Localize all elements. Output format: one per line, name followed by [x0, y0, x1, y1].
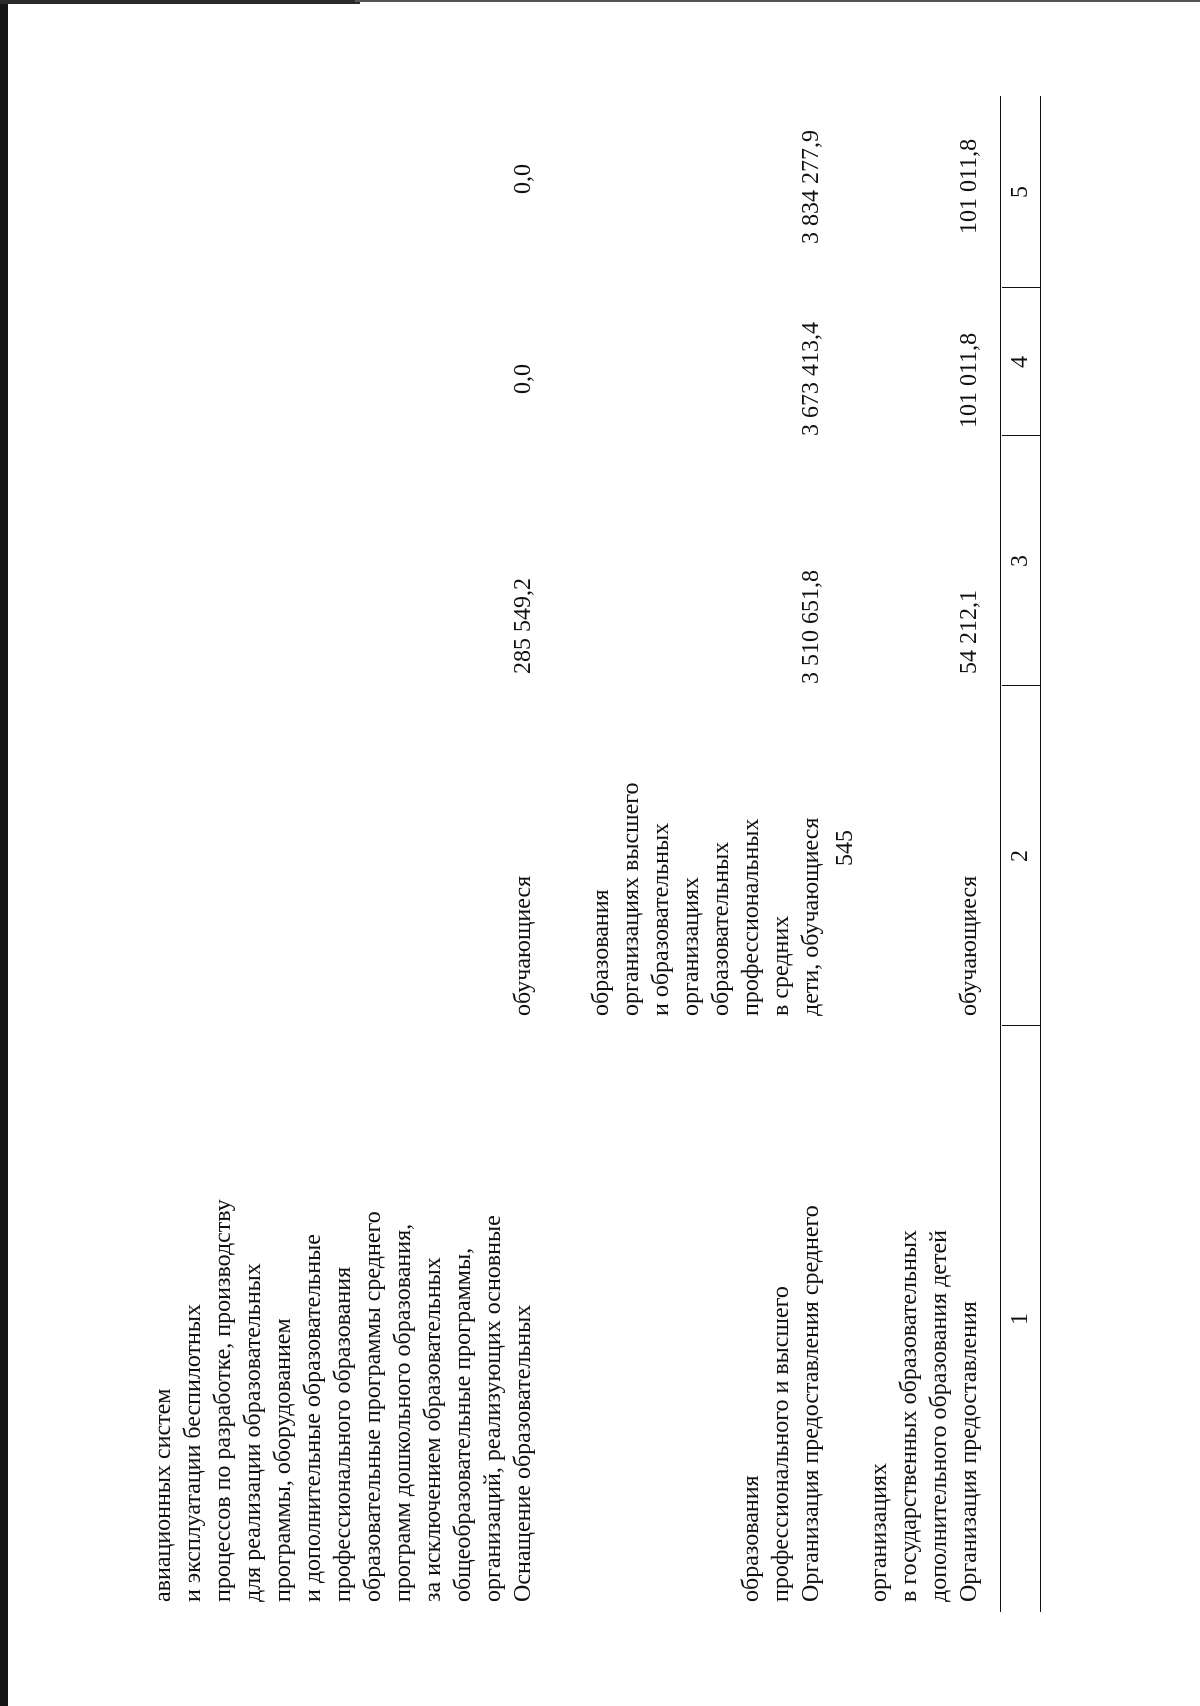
row-2-col-2-line-7: организациях высшего [618, 782, 644, 1016]
row-2-col-2-cell-line-2 [766, 916, 797, 1016]
row-1-col-2-line-1: обучающиеся [956, 875, 982, 1016]
row-3-col-1-line-4: за исключением образовательных [420, 1257, 446, 1602]
row-3-col-1-cell-line-12 [178, 1304, 209, 1602]
row-3-col-2-cell [508, 876, 539, 1016]
row-3-col-1-line-12: и эксплуатации беспилотных [180, 1304, 206, 1602]
row-3-col-4-value: 0,0 [510, 364, 536, 394]
row-3-col-1-line-7: профессионального образования [330, 1266, 356, 1602]
row-1-col-1-cell-line-2 [924, 1230, 955, 1602]
row-2-col-2-cell-line-7 [616, 782, 647, 1016]
row-2-col-2-line-2: в средних [768, 915, 794, 1016]
row-2-col-1-line-2: профессионального и высшего [768, 1286, 794, 1602]
page-number: 545 [832, 830, 858, 866]
row-2-col-5-value: 3 834 277,9 [798, 130, 824, 244]
row-3-col-5-value: 0,0 [510, 164, 536, 194]
row-2-col-1-cell-line-2 [766, 1286, 797, 1602]
row-1-col-3-value: 54 212,1 [956, 590, 982, 674]
row-2-col-1-line-1: Организация предоставления среднего [798, 1205, 824, 1602]
row-2-col-2-cell-line-3 [736, 819, 767, 1016]
header-col-1: 1 [1007, 1313, 1033, 1325]
row-3-col-1-line-1: Оснащение образовательных [510, 1304, 536, 1602]
row-1-col-2-cell [954, 876, 985, 1016]
row-2-col-3-value: 3 510 651,8 [798, 570, 824, 684]
row-3-col-1-cell-line-13 [148, 1389, 179, 1602]
row-3-col-1-line-9: программы, оборудованием [270, 1318, 296, 1602]
row-3-col-2-line-1: обучающиеся [510, 875, 536, 1016]
row-3-col-1-line-3: общеобразовательные программы, [450, 1247, 476, 1602]
row-3-col-1-line-11: процессов по разработке, производству [210, 1199, 236, 1602]
row-3-col-1-cell-line-2 [478, 1215, 509, 1602]
row-2-col-2-cell-line-6 [646, 823, 677, 1016]
row-2-col-2-line-1: дети, обучающиеся [798, 817, 824, 1016]
row-2-col-2-line-8: образования [588, 889, 614, 1016]
row-3-col-1-line-6: образовательные программы среднего [360, 1211, 386, 1602]
row-3-col-1-cell-line-8 [298, 1234, 329, 1602]
row-2-col-2-cell-line-4 [706, 842, 737, 1016]
row-1-col-1-cell-line-3 [894, 1230, 925, 1602]
row-3-col-1-cell-line-5 [388, 1224, 419, 1602]
row-1-col-4-value: 101 011,8 [956, 332, 982, 428]
row-2-col-2-cell-line-1 [796, 818, 827, 1016]
row-3-col-1-line-2: организаций, реализующих основные [480, 1215, 506, 1602]
row-2-col-2-line-4: образовательных [708, 841, 734, 1016]
row-3-col-1-cell-line-10 [238, 1263, 269, 1602]
row-1-col-5-value: 101 011,8 [956, 138, 982, 234]
row-3-col-1-cell-line-7 [328, 1267, 359, 1602]
row-1-col-1-line-2: дополнительного образования детей [926, 1230, 952, 1602]
row-2-col-2-line-6: и образовательных [648, 822, 674, 1016]
row-2-col-1-line-3: образования [738, 1475, 764, 1602]
row-3-col-1-cell-line-3 [448, 1248, 479, 1602]
row-2-col-2-cell-line-5 [676, 877, 707, 1016]
row-3-col-1-line-10: для реализации образовательных [240, 1263, 266, 1602]
row-1-col-1-line-3: в государственных образовательных [896, 1230, 922, 1602]
header-col-4: 4 [1007, 356, 1033, 368]
header-col-2: 2 [1007, 850, 1033, 862]
row-3-col-1-line-13: авиационных систем [150, 1388, 176, 1602]
row-3-col-1-cell-line-11 [208, 1199, 239, 1602]
row-2-col-1-cell-line-3 [736, 1475, 767, 1602]
row-2-col-2-line-3: профессиональных [738, 818, 764, 1016]
row-2-col-2-line-5: организациях [678, 876, 704, 1016]
row-2-col-1-cell-line-1 [796, 1205, 827, 1602]
row-1-col-1-cell-line-4 [864, 1463, 895, 1602]
row-1-col-1-line-1: Организация предоставления [956, 1301, 982, 1602]
row-1-col-1-cell [954, 1301, 985, 1602]
row-3-col-1-cell-line-9 [268, 1318, 299, 1602]
row-3-col-1-cell-line-6 [358, 1211, 389, 1602]
row-3-col-1-cell-line-1 [508, 1305, 539, 1602]
row-3-col-1-line-8: и дополнительные образовательные [300, 1234, 326, 1602]
header-col-3: 3 [1007, 555, 1033, 567]
row-1-col-1-line-4: организациях [866, 1462, 892, 1602]
row-3-col-3-value: 285 549,2 [510, 578, 536, 674]
row-3-col-1-cell-line-4 [418, 1257, 449, 1602]
row-2-col-2-cell-line-8 [586, 889, 617, 1016]
row-3-col-1-line-5: программ дошкольного образования, [390, 1223, 416, 1602]
header-col-5: 5 [1007, 186, 1033, 198]
row-2-col-4-value: 3 673 413,4 [798, 322, 824, 436]
